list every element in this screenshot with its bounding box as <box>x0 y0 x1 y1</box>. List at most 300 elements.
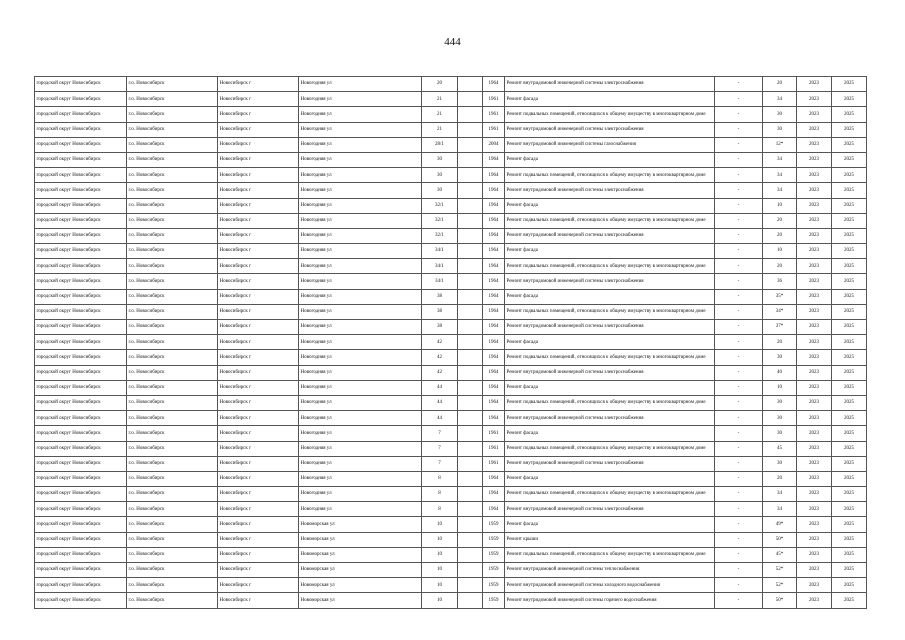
cost-cell: 10 <box>763 380 797 395</box>
end-year-cell: 2025 <box>832 137 867 152</box>
municipality-cell: городской округ Новосибирск <box>35 441 127 456</box>
building-cell <box>458 593 483 608</box>
cost-cell: 20 <box>763 259 797 274</box>
year-cell: 1959 <box>483 593 505 608</box>
start-year-cell: 2023 <box>797 502 832 517</box>
building-cell <box>458 304 483 319</box>
street-cell: Новогодняя ул <box>299 335 422 350</box>
cost-cell: 30 <box>763 350 797 365</box>
table-row <box>35 92 867 107</box>
table-row <box>35 441 867 456</box>
street-cell: Новогодняя ул <box>299 259 422 274</box>
cost-cell: 12* <box>763 137 797 152</box>
end-year-cell: 2025 <box>832 441 867 456</box>
cost-cell: 10 <box>763 244 797 259</box>
district-cell: г.о. Новосибирск <box>127 320 218 335</box>
table-row <box>35 395 867 410</box>
cost-cell: 34 <box>763 92 797 107</box>
empty-cell: - <box>715 213 763 228</box>
work-type-cell: Ремонт подвальных помещений, относящихся к общему имуществу в многоквартирном доме <box>505 487 715 502</box>
start-year-cell: 2023 <box>797 304 832 319</box>
empty-cell: - <box>715 532 763 547</box>
settlement-cell: Новосибирск г <box>218 365 299 380</box>
building-cell <box>458 244 483 259</box>
cost-cell: 30 <box>763 122 797 137</box>
settlement-cell: Новосибирск г <box>218 593 299 608</box>
house-number-cell: 38 <box>422 304 458 319</box>
work-type-cell: Ремонт подвальных помещений, относящихся к общему имуществу в многоквартирном доме <box>505 107 715 122</box>
end-year-cell: 2025 <box>832 122 867 137</box>
table-row <box>35 274 867 289</box>
empty-cell: - <box>715 578 763 593</box>
cost-cell: 40 <box>763 365 797 380</box>
start-year-cell: 2023 <box>797 152 832 167</box>
year-cell: 1964 <box>483 152 505 167</box>
municipality-cell: городской округ Новосибирск <box>35 137 127 152</box>
empty-cell: - <box>715 593 763 608</box>
empty-cell: - <box>715 228 763 243</box>
table-row <box>35 122 867 137</box>
street-cell: Новогодняя ул <box>299 395 422 410</box>
building-cell <box>458 578 483 593</box>
street-cell: Новоморская ул <box>299 517 422 532</box>
district-cell: г.о. Новосибирск <box>127 304 218 319</box>
cost-cell: 20 <box>763 77 797 92</box>
work-type-cell: Ремонт фасада <box>505 198 715 213</box>
empty-cell: - <box>715 441 763 456</box>
start-year-cell: 2023 <box>797 183 832 198</box>
end-year-cell: 2025 <box>832 107 867 122</box>
year-cell: 1959 <box>483 532 505 547</box>
house-number-cell: 10 <box>422 547 458 562</box>
house-number-cell: 30 <box>422 183 458 198</box>
municipality-cell: городской округ Новосибирск <box>35 487 127 502</box>
settlement-cell: Новосибирск г <box>218 532 299 547</box>
house-number-cell: 10 <box>422 578 458 593</box>
municipality-cell: городской округ Новосибирск <box>35 350 127 365</box>
work-type-cell: Ремонт фасада <box>505 92 715 107</box>
settlement-cell: Новосибирск г <box>218 426 299 441</box>
start-year-cell: 2023 <box>797 441 832 456</box>
street-cell: Новогодняя ул <box>299 304 422 319</box>
municipality-cell: городской округ Новосибирск <box>35 289 127 304</box>
work-type-cell: Ремонт внутридомовой инженерной системы электроснабжения <box>505 228 715 243</box>
street-cell: Новогодняя ул <box>299 487 422 502</box>
district-cell: г.о. Новосибирск <box>127 335 218 350</box>
municipality-cell: городской округ Новосибирск <box>35 578 127 593</box>
street-cell: Новогодняя ул <box>299 168 422 183</box>
building-cell <box>458 487 483 502</box>
street-cell: Новогодняя ул <box>299 426 422 441</box>
municipality-cell: городской округ Новосибирск <box>35 547 127 562</box>
cost-cell: 45 <box>763 441 797 456</box>
municipality-cell: городской округ Новосибирск <box>35 228 127 243</box>
table-row <box>35 502 867 517</box>
municipality-cell: городской округ Новосибирск <box>35 122 127 137</box>
district-cell: г.о. Новосибирск <box>127 228 218 243</box>
district-cell: г.о. Новосибирск <box>127 395 218 410</box>
empty-cell: - <box>715 471 763 486</box>
house-number-cell: 21 <box>422 107 458 122</box>
municipality-cell: городской округ Новосибирск <box>35 426 127 441</box>
table-row <box>35 320 867 335</box>
building-cell <box>458 411 483 426</box>
district-cell: г.о. Новосибирск <box>127 168 218 183</box>
capital-repair-table <box>34 76 867 609</box>
start-year-cell: 2023 <box>797 456 832 471</box>
house-number-cell: 42 <box>422 350 458 365</box>
cost-cell: 34 <box>763 502 797 517</box>
year-cell: 1964 <box>483 471 505 486</box>
table-row <box>35 487 867 502</box>
house-number-cell: 7 <box>422 426 458 441</box>
end-year-cell: 2025 <box>832 335 867 350</box>
year-cell: 1964 <box>483 502 505 517</box>
work-type-cell: Ремонт подвальных помещений, относящихся к общему имуществу в многоквартирном доме <box>505 168 715 183</box>
settlement-cell: Новосибирск г <box>218 168 299 183</box>
empty-cell: - <box>715 487 763 502</box>
building-cell <box>458 426 483 441</box>
table-row <box>35 517 867 532</box>
empty-cell: - <box>715 517 763 532</box>
work-type-cell: Ремонт внутридомовой инженерной системы теплоснабжения <box>505 563 715 578</box>
house-number-cell: 44 <box>422 411 458 426</box>
house-number-cell: 10 <box>422 593 458 608</box>
building-cell <box>458 228 483 243</box>
start-year-cell: 2023 <box>797 395 832 410</box>
table-row <box>35 456 867 471</box>
street-cell: Новогодняя ул <box>299 456 422 471</box>
start-year-cell: 2023 <box>797 213 832 228</box>
start-year-cell: 2023 <box>797 593 832 608</box>
building-cell <box>458 259 483 274</box>
municipality-cell: городской округ Новосибирск <box>35 380 127 395</box>
settlement-cell: Новосибирск г <box>218 350 299 365</box>
empty-cell: - <box>715 259 763 274</box>
end-year-cell: 2025 <box>832 350 867 365</box>
start-year-cell: 2023 <box>797 471 832 486</box>
end-year-cell: 2025 <box>832 289 867 304</box>
start-year-cell: 2023 <box>797 198 832 213</box>
house-number-cell: 44 <box>422 395 458 410</box>
table-row <box>35 426 867 441</box>
municipality-cell: городской округ Новосибирск <box>35 456 127 471</box>
cost-cell: 35* <box>763 289 797 304</box>
cost-cell: 34 <box>763 152 797 167</box>
table-row <box>35 578 867 593</box>
municipality-cell: городской округ Новосибирск <box>35 92 127 107</box>
empty-cell: - <box>715 304 763 319</box>
year-cell: 1964 <box>483 380 505 395</box>
street-cell: Новогодняя ул <box>299 122 422 137</box>
year-cell: 1964 <box>483 198 505 213</box>
start-year-cell: 2023 <box>797 320 832 335</box>
district-cell: г.о. Новосибирск <box>127 471 218 486</box>
street-cell: Новогодняя ул <box>299 274 422 289</box>
municipality-cell: городской округ Новосибирск <box>35 198 127 213</box>
work-type-cell: Ремонт подвальных помещений, относящихся к общему имуществу в многоквартирном доме <box>505 213 715 228</box>
empty-cell: - <box>715 198 763 213</box>
settlement-cell: Новосибирск г <box>218 244 299 259</box>
building-cell <box>458 274 483 289</box>
year-cell: 1964 <box>483 228 505 243</box>
district-cell: г.о. Новосибирск <box>127 213 218 228</box>
empty-cell: - <box>715 502 763 517</box>
street-cell: Новогодняя ул <box>299 244 422 259</box>
municipality-cell: городской округ Новосибирск <box>35 244 127 259</box>
start-year-cell: 2023 <box>797 274 832 289</box>
end-year-cell: 2025 <box>832 517 867 532</box>
start-year-cell: 2023 <box>797 137 832 152</box>
municipality-cell: городской округ Новосибирск <box>35 593 127 608</box>
settlement-cell: Новосибирск г <box>218 77 299 92</box>
table-row <box>35 183 867 198</box>
end-year-cell: 2025 <box>832 411 867 426</box>
cost-cell: 30 <box>763 456 797 471</box>
table-row <box>35 304 867 319</box>
year-cell: 1964 <box>483 304 505 319</box>
end-year-cell: 2025 <box>832 487 867 502</box>
settlement-cell: Новосибирск г <box>218 304 299 319</box>
street-cell: Новоморская ул <box>299 563 422 578</box>
work-type-cell: Ремонт фасада <box>505 335 715 350</box>
district-cell: г.о. Новосибирск <box>127 593 218 608</box>
settlement-cell: Новосибирск г <box>218 395 299 410</box>
empty-cell: - <box>715 380 763 395</box>
district-cell: г.о. Новосибирск <box>127 198 218 213</box>
cost-cell: 34* <box>763 304 797 319</box>
settlement-cell: Новосибирск г <box>218 122 299 137</box>
table-row <box>35 350 867 365</box>
municipality-cell: городской округ Новосибирск <box>35 411 127 426</box>
work-type-cell: Ремонт крыши <box>505 532 715 547</box>
empty-cell: - <box>715 335 763 350</box>
district-cell: г.о. Новосибирск <box>127 183 218 198</box>
street-cell: Новогодняя ул <box>299 350 422 365</box>
year-cell: 1961 <box>483 122 505 137</box>
work-type-cell: Ремонт внутридомовой инженерной системы горячего водоснабжения <box>505 593 715 608</box>
empty-cell: - <box>715 289 763 304</box>
year-cell: 1961 <box>483 107 505 122</box>
house-number-cell: 10 <box>422 517 458 532</box>
settlement-cell: Новосибирск г <box>218 213 299 228</box>
work-type-cell: Ремонт фасада <box>505 517 715 532</box>
district-cell: г.о. Новосибирск <box>127 92 218 107</box>
empty-cell: - <box>715 411 763 426</box>
work-type-cell: Ремонт фасада <box>505 426 715 441</box>
building-cell <box>458 137 483 152</box>
table-row <box>35 152 867 167</box>
table-row <box>35 380 867 395</box>
street-cell: Новогодняя ул <box>299 92 422 107</box>
work-type-cell: Ремонт фасада <box>505 380 715 395</box>
table-row <box>35 77 867 92</box>
cost-cell: 52* <box>763 563 797 578</box>
house-number-cell: 7 <box>422 441 458 456</box>
district-cell: г.о. Новосибирск <box>127 107 218 122</box>
table-row <box>35 168 867 183</box>
start-year-cell: 2023 <box>797 77 832 92</box>
street-cell: Новогодняя ул <box>299 441 422 456</box>
district-cell: г.о. Новосибирск <box>127 563 218 578</box>
end-year-cell: 2025 <box>832 578 867 593</box>
building-cell <box>458 517 483 532</box>
end-year-cell: 2025 <box>832 380 867 395</box>
empty-cell: - <box>715 456 763 471</box>
municipality-cell: городской округ Новосибирск <box>35 77 127 92</box>
municipality-cell: городской округ Новосибирск <box>35 563 127 578</box>
end-year-cell: 2025 <box>832 77 867 92</box>
district-cell: г.о. Новосибирск <box>127 487 218 502</box>
house-number-cell: 20 <box>422 77 458 92</box>
work-type-cell: Ремонт внутридомовой инженерной системы электроснабжения <box>505 502 715 517</box>
table-row <box>35 244 867 259</box>
district-cell: г.о. Новосибирск <box>127 350 218 365</box>
work-type-cell: Ремонт фасада <box>505 244 715 259</box>
building-cell <box>458 335 483 350</box>
empty-cell: - <box>715 563 763 578</box>
building-cell <box>458 502 483 517</box>
settlement-cell: Новосибирск г <box>218 487 299 502</box>
end-year-cell: 2025 <box>832 168 867 183</box>
settlement-cell: Новосибирск г <box>218 183 299 198</box>
municipality-cell: городской округ Новосибирск <box>35 304 127 319</box>
start-year-cell: 2023 <box>797 168 832 183</box>
street-cell: Новогодняя ул <box>299 198 422 213</box>
cost-cell: 50* <box>763 593 797 608</box>
work-type-cell: Ремонт внутридомовой инженерной системы электроснабжения <box>505 183 715 198</box>
street-cell: Новогодняя ул <box>299 137 422 152</box>
house-number-cell: 8 <box>422 471 458 486</box>
start-year-cell: 2023 <box>797 426 832 441</box>
year-cell: 1961 <box>483 441 505 456</box>
street-cell: Новогодняя ул <box>299 411 422 426</box>
start-year-cell: 2023 <box>797 487 832 502</box>
start-year-cell: 2023 <box>797 578 832 593</box>
table-row <box>35 107 867 122</box>
house-number-cell: 10 <box>422 532 458 547</box>
municipality-cell: городской округ Новосибирск <box>35 395 127 410</box>
start-year-cell: 2023 <box>797 411 832 426</box>
settlement-cell: Новосибирск г <box>218 411 299 426</box>
settlement-cell: Новосибирск г <box>218 92 299 107</box>
municipality-cell: городской округ Новосибирск <box>35 213 127 228</box>
start-year-cell: 2023 <box>797 244 832 259</box>
house-number-cell: 8 <box>422 487 458 502</box>
building-cell <box>458 471 483 486</box>
year-cell: 1964 <box>483 335 505 350</box>
building-cell <box>458 289 483 304</box>
district-cell: г.о. Новосибирск <box>127 274 218 289</box>
district-cell: г.о. Новосибирск <box>127 137 218 152</box>
district-cell: г.о. Новосибирск <box>127 259 218 274</box>
start-year-cell: 2023 <box>797 563 832 578</box>
end-year-cell: 2025 <box>832 365 867 380</box>
settlement-cell: Новосибирск г <box>218 107 299 122</box>
start-year-cell: 2023 <box>797 532 832 547</box>
street-cell: Новогодняя ул <box>299 213 422 228</box>
end-year-cell: 2025 <box>832 304 867 319</box>
street-cell: Новогодняя ул <box>299 152 422 167</box>
start-year-cell: 2023 <box>797 547 832 562</box>
municipality-cell: городской округ Новосибирск <box>35 335 127 350</box>
district-cell: г.о. Новосибирск <box>127 517 218 532</box>
house-number-cell: 34/1 <box>422 244 458 259</box>
building-cell <box>458 380 483 395</box>
table-row <box>35 259 867 274</box>
end-year-cell: 2025 <box>832 198 867 213</box>
start-year-cell: 2023 <box>797 92 832 107</box>
cost-cell: 30 <box>763 426 797 441</box>
cost-cell: 30 <box>763 395 797 410</box>
work-type-cell: Ремонт внутридомовой инженерной системы электроснабжения <box>505 365 715 380</box>
settlement-cell: Новосибирск г <box>218 517 299 532</box>
year-cell: 1964 <box>483 487 505 502</box>
start-year-cell: 2023 <box>797 380 832 395</box>
empty-cell: - <box>715 350 763 365</box>
settlement-cell: Новосибирск г <box>218 320 299 335</box>
settlement-cell: Новосибирск г <box>218 335 299 350</box>
year-cell: 1964 <box>483 259 505 274</box>
building-cell <box>458 547 483 562</box>
work-type-cell: Ремонт подвальных помещений, относящихся к общему имуществу в многоквартирном доме <box>505 259 715 274</box>
table-row <box>35 137 867 152</box>
table-row <box>35 335 867 350</box>
district-cell: г.о. Новосибирск <box>127 502 218 517</box>
house-number-cell: 38 <box>422 320 458 335</box>
start-year-cell: 2023 <box>797 517 832 532</box>
table-row <box>35 593 867 608</box>
house-number-cell: 21 <box>422 92 458 107</box>
house-number-cell: 21 <box>422 122 458 137</box>
building-cell <box>458 183 483 198</box>
building-cell <box>458 198 483 213</box>
house-number-cell: 32/1 <box>422 213 458 228</box>
work-type-cell: Ремонт внутридомовой инженерной системы электроснабжения <box>505 122 715 137</box>
building-cell <box>458 441 483 456</box>
district-cell: г.о. Новосибирск <box>127 77 218 92</box>
settlement-cell: Новосибирск г <box>218 137 299 152</box>
house-number-cell: 32/1 <box>422 198 458 213</box>
street-cell: Новогодняя ул <box>299 471 422 486</box>
end-year-cell: 2025 <box>832 395 867 410</box>
municipality-cell: городской округ Новосибирск <box>35 152 127 167</box>
cost-cell: 20 <box>763 335 797 350</box>
start-year-cell: 2023 <box>797 228 832 243</box>
cost-cell: 30 <box>763 107 797 122</box>
house-number-cell: 7 <box>422 456 458 471</box>
street-cell: Новоморская ул <box>299 532 422 547</box>
cost-cell: 50* <box>763 532 797 547</box>
district-cell: г.о. Новосибирск <box>127 411 218 426</box>
empty-cell: - <box>715 274 763 289</box>
cost-cell: 20 <box>763 228 797 243</box>
work-type-cell: Ремонт внутридомовой инженерной системы электроснабжения <box>505 77 715 92</box>
house-number-cell: 34/1 <box>422 259 458 274</box>
year-cell: 1961 <box>483 456 505 471</box>
year-cell: 1964 <box>483 274 505 289</box>
year-cell: 1964 <box>483 320 505 335</box>
building-cell <box>458 350 483 365</box>
house-number-cell: 8 <box>422 502 458 517</box>
year-cell: 1964 <box>483 168 505 183</box>
cost-cell: 20 <box>763 213 797 228</box>
empty-cell: - <box>715 77 763 92</box>
settlement-cell: Новосибирск г <box>218 471 299 486</box>
settlement-cell: Новосибирск г <box>218 578 299 593</box>
cost-cell: 34 <box>763 168 797 183</box>
building-cell <box>458 168 483 183</box>
